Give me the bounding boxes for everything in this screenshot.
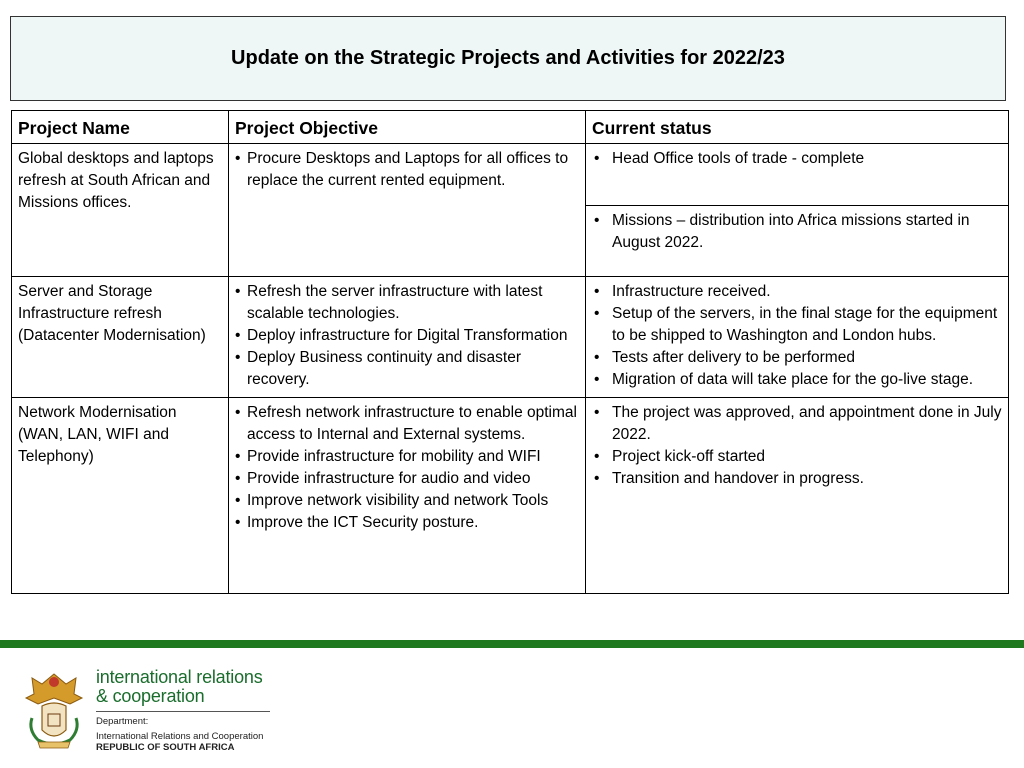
- status-item: • Infrastructure received.: [592, 281, 1002, 303]
- table-row: [12, 277, 1009, 398]
- status-item: • Transition and handover in progress.: [592, 468, 1002, 490]
- objective-item: • Improve the ICT Security posture.: [235, 512, 579, 534]
- header-current-status: Current status: [586, 111, 1009, 144]
- coat-of-arms-icon: [24, 668, 84, 752]
- objective-item: • Refresh the server infrastructure with latest scalable technologies.: [235, 281, 579, 325]
- org-divider: [96, 711, 270, 712]
- objective-item: • Procure Desktops and Laptops for all offices to replace the current rented equipment.: [235, 148, 579, 192]
- objective-item: • Improve network visibility and network Tools: [235, 490, 579, 512]
- objective-item: • Provide infrastructure for audio and video: [235, 468, 579, 490]
- objective-cell: [229, 398, 586, 594]
- objective-item: • Deploy Business continuity and disaster recovery.: [235, 347, 579, 391]
- table-row: [12, 144, 1009, 206]
- header-project-name: Project Name: [12, 111, 229, 144]
- status-cell: [586, 277, 1009, 398]
- status-item: • Head Office tools of trade - complete: [592, 148, 1002, 170]
- title-box: [10, 16, 1006, 101]
- status-item: • Migration of data will take place for the go-live stage.: [592, 369, 1002, 391]
- organisation-branding: [96, 668, 356, 753]
- status-item: • Tests after delivery to be performed: [592, 347, 1002, 369]
- status-item: • Project kick-off started: [592, 446, 1002, 468]
- objective-cell: [229, 277, 586, 398]
- status-item: • Missions – distribution into Africa missions started in August 2022.: [592, 210, 1002, 254]
- org-name-line1: international relations: [96, 667, 263, 687]
- dept-label: Department:: [96, 716, 149, 727]
- project-name-cell: Network Modernisation (WAN, LAN, WIFI and Telephony): [12, 398, 229, 594]
- status-cell: [586, 206, 1009, 277]
- dept-name: International Relations and Cooperation: [96, 731, 264, 742]
- status-item: • Setup of the servers, in the final stage for the equipment to be shipped to Washington and London hubs.: [592, 303, 1002, 347]
- project-name-cell: Server and Storage Infrastructure refresh (Datacenter Modernisation): [12, 277, 229, 398]
- org-name-line2: & cooperation: [96, 686, 205, 706]
- objective-item: • Provide infrastructure for mobility and WIFI: [235, 446, 579, 468]
- footer-green-bar: [0, 640, 1024, 648]
- table-row: [12, 398, 1009, 594]
- status-cell: [586, 144, 1009, 206]
- objective-item: • Deploy infrastructure for Digital Transformation: [235, 325, 579, 347]
- projects-table: [11, 110, 1009, 594]
- project-name-cell: Global desktops and laptops refresh at South African and Missions offices.: [12, 144, 229, 277]
- objective-cell: [229, 144, 586, 277]
- status-item: • The project was approved, and appointment done in July 2022.: [592, 402, 1002, 446]
- header-project-objective: Project Objective: [229, 111, 586, 144]
- table-header-row: [12, 111, 1009, 144]
- country-name: REPUBLIC OF SOUTH AFRICA: [96, 742, 235, 753]
- objective-item: • Refresh network infrastructure to enable optimal access to Internal and External systems.: [235, 402, 579, 446]
- status-cell: [586, 398, 1009, 594]
- page-title: Update on the Strategic Projects and Activities for 2022/23: [231, 47, 785, 69]
